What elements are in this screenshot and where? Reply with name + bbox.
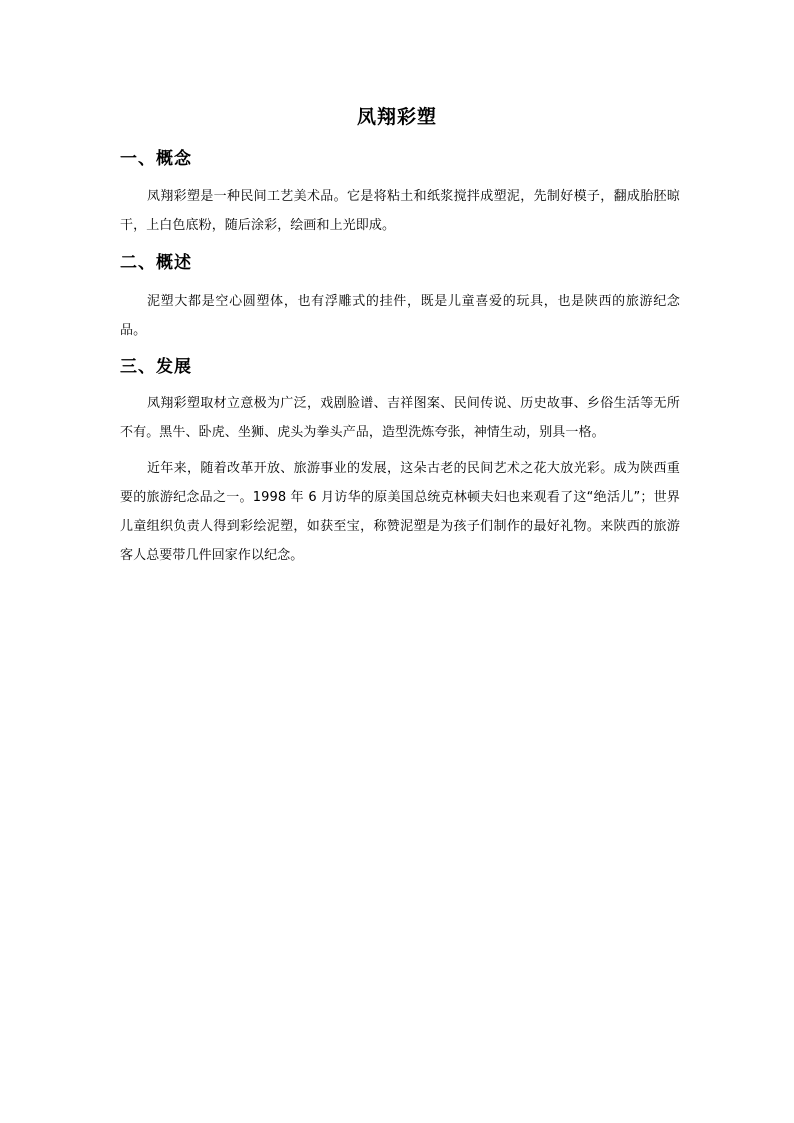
paragraph-overview: 泥塑大都是空心圆塑体，也有浮雕式的挂件，既是儿童喜爱的玩具，也是陕西的旅游纪念品。 xyxy=(120,294,680,338)
document-title: 凤翔彩塑 xyxy=(356,106,437,128)
section-heading-development: 三、发展 xyxy=(120,357,192,377)
section-heading-concept: 一、概念 xyxy=(120,149,192,169)
section-heading-overview: 二、概述 xyxy=(120,253,192,273)
paragraph-concept: 凤翔彩塑是一种民间工艺美术品。它是将粘土和纸浆搅拌成塑泥，先制好模子，翻成胎胚晾干，上白色底粉，随后涂彩，绘画和上光即成。 xyxy=(120,189,680,233)
paragraph-development-1: 凤翔彩塑取材立意极为广泛，戏剧脸谱、吉祥图案、民间传说、历史故事、乡俗生活等无所不有。黑牛、卧虎、坐狮、虎头为拳头产品，造型洗炼夸张，神情生动，别具一格。 xyxy=(120,396,680,440)
paragraph-development-2: 近年来，随着改革开放、旅游事业的发展，这朵古老的民间艺术之花大放光彩。成为陕西重要的旅游纪念品之一。1998 年 6 月访华的原美国总统克林顿夫妇也来观看了这“绝活儿”；世界儿童组织负责人得到彩绘泥塑，如获至宝，称赞泥塑是为孩子们制作的最好礼物。来陕西的旅游客人总要带几件回家作以纪念。 xyxy=(120,461,680,563)
